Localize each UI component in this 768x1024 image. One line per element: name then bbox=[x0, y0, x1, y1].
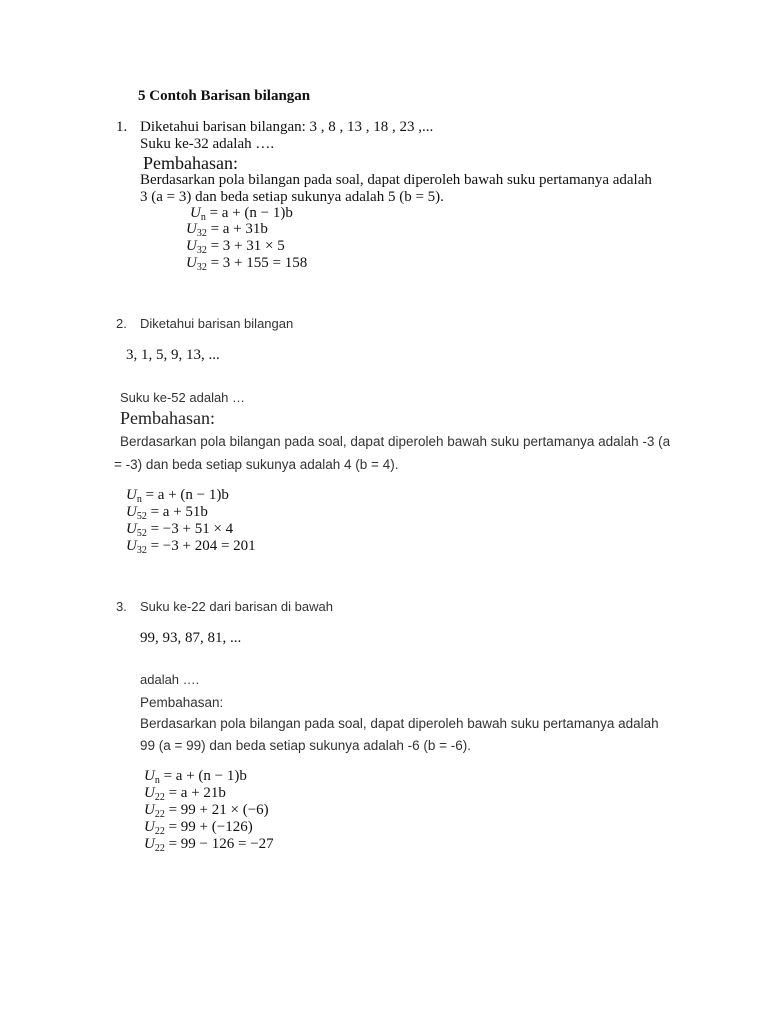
equation-line: $U_{22} = 99 + (-126)$ bbox=[144, 819, 253, 837]
sequence: 99, 93, 87, 81, ... bbox=[140, 630, 242, 646]
equation-line: $U_n = a + (n - 1)b$ bbox=[144, 768, 247, 786]
question-prompt: adalah …. bbox=[140, 672, 200, 687]
equation-line: $U_{32} = 3 + 155 = 158$ bbox=[186, 255, 308, 273]
equation-line: $U_n = a + (n - 1)b$ bbox=[126, 487, 229, 505]
question-number: 3. bbox=[116, 599, 127, 614]
solution-text-line: 99 (a = 99) dan beda setiap sukunya adalah -6 (b = -6). bbox=[140, 738, 471, 753]
equation-line: $U_{22} = 99 + 21 \times (-6)$ bbox=[144, 802, 269, 820]
equation-line: $U_{32} = -3 + 204 = 201$ bbox=[126, 538, 256, 556]
question-text: Diketahui barisan bilangan: 3 , 8 , 13 , 18 , 23 ,... bbox=[140, 119, 434, 135]
sequence: 3, 1, 5, 9, 13, ... bbox=[126, 347, 220, 363]
equation-line: $U_{22} = a + 21b$ bbox=[144, 785, 226, 803]
question-text: Suku ke-22 dari barisan di bawah bbox=[140, 599, 333, 614]
equation-line: $U_{32} = 3 + 31 \times 5$ bbox=[186, 238, 285, 256]
equation-line: $U_{32} = a + 31b$ bbox=[186, 221, 268, 239]
solution-text-line: Berdasarkan pola bilangan pada soal, dapat diperoleh bawah suku pertamanya adalah bbox=[140, 172, 652, 188]
solution-text-line: Berdasarkan pola bilangan pada soal, dapat diperoleh bawah suku pertamanya adalah bbox=[140, 716, 659, 731]
equation-line: $U_{22} = 99 - 126 = -27$ bbox=[144, 836, 274, 854]
equation-line: $U_{52} = -3 + 51 \times 4$ bbox=[126, 521, 234, 539]
question-text: Diketahui barisan bilangan bbox=[140, 316, 294, 331]
question-prompt: Suku ke-32 adalah …. bbox=[140, 136, 275, 152]
solution-heading: Pembahasan: bbox=[140, 695, 224, 710]
solution-text-line: 3 (a = 3) dan beda setiap sukunya adalah 5 (b = 5). bbox=[140, 189, 444, 205]
solution-text-line: Berdasarkan pola bilangan pada soal, dapat diperoleh bawah suku pertamanya adalah -3 (a bbox=[120, 434, 671, 449]
question-number: 2. bbox=[116, 316, 127, 331]
equation-line: $U_n = a + (n - 1)b$ bbox=[190, 205, 293, 223]
equation-line: $U_{52} = a + 51b$ bbox=[126, 504, 208, 522]
page-title: 5 Contoh Barisan bilangan bbox=[138, 88, 311, 104]
question-number: 1. bbox=[116, 119, 128, 135]
solution-text-line: = -3) dan beda setiap sukunya adalah 4 (b = 4). bbox=[114, 457, 399, 472]
solution-heading: Pembahasan: bbox=[143, 153, 238, 173]
question-prompt: Suku ke-52 adalah … bbox=[120, 390, 246, 405]
solution-heading: Pembahasan: bbox=[120, 408, 215, 428]
